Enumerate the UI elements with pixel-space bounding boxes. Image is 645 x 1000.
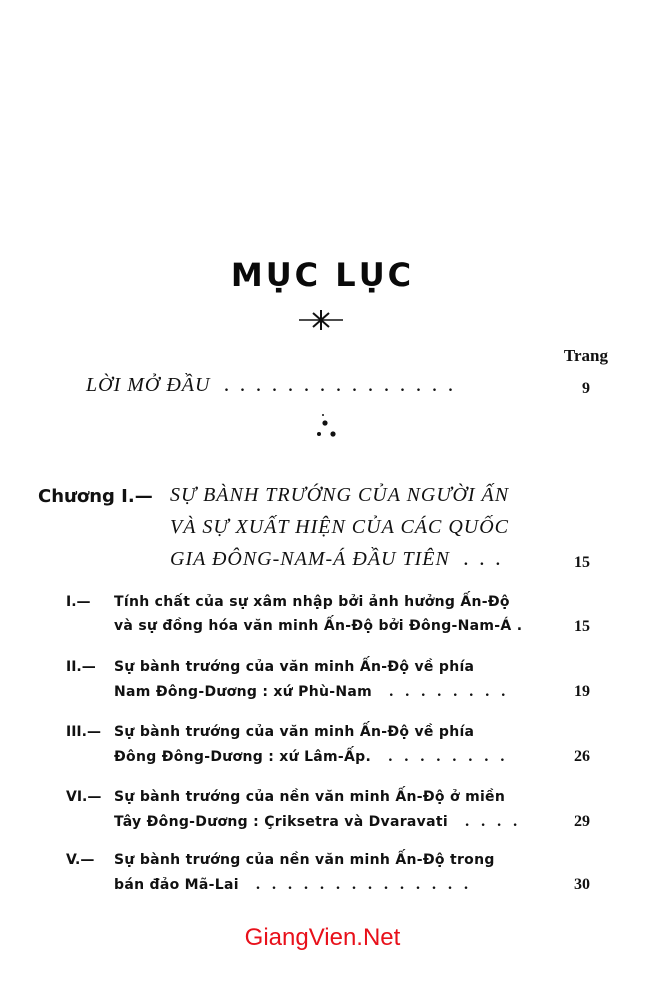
section-title-text: Đông Đông-Dương : xứ Lâm-Ấp.	[114, 749, 372, 765]
section-number: VI.—	[66, 789, 102, 805]
leader-dots: ........	[389, 683, 518, 700]
section-title-line-1[interactable]: Sự bành trướng của văn minh Ấn-Độ về phía	[114, 724, 475, 740]
three-dots-ornament-icon	[315, 413, 345, 443]
section-title-line-1[interactable]: Sự bành trướng của nền văn minh Ấn-Độ trong	[114, 852, 495, 868]
section-number: III.—	[66, 724, 101, 740]
chapter-title-line-3[interactable]	[170, 548, 512, 571]
section-title-line-1[interactable]: Sự bành trướng của nền văn minh Ấn-Độ ở miền	[114, 789, 506, 805]
intro-page-number: 9	[582, 380, 590, 397]
section-title-text: Nam Đông-Dương : xứ Phù-Nam	[114, 684, 373, 700]
chapter-title-line-1[interactable]: SỰ BÀNH TRƯỚNG CỦA NGƯỜI ẤN	[170, 484, 510, 506]
leader-dots: ....	[465, 813, 530, 830]
section-title-line-1[interactable]: Tính chất của sự xâm nhập bởi ảnh hưởng Ấn-Độ	[114, 594, 510, 610]
section-title-text: bán đảo Mã-Lai	[114, 877, 239, 893]
section-number: I.—	[66, 594, 91, 610]
section-title-line-1[interactable]: Sự bành trướng của văn minh Ấn-Độ về phía	[114, 659, 475, 675]
chapter-title-text: GIA ĐÔNG-NAM-Á ĐẦU TIÊN	[170, 548, 450, 570]
leader-dots: ..............	[256, 876, 481, 893]
chapter-title-line-2[interactable]: VÀ SỰ XUẤT HIỆN CỦA CÁC QUỐC	[170, 516, 510, 538]
leader-dots: ........	[388, 748, 517, 765]
intro-label: LỜI MỞ ĐẦU	[86, 374, 211, 396]
section-number: II.—	[66, 659, 96, 675]
section-title-line-2[interactable]	[114, 683, 517, 701]
section-page-number: 15	[574, 618, 590, 635]
toc-entry-intro[interactable]	[86, 374, 464, 397]
section-page-number: 19	[574, 683, 590, 700]
section-page-number: 29	[574, 813, 590, 830]
page-column-header: Trang	[563, 346, 608, 365]
section-title-line-2[interactable]	[114, 813, 529, 831]
page-title: MỤC LỤC	[230, 256, 415, 294]
asterisk-ornament-icon	[297, 309, 345, 331]
section-title-line-2[interactable]	[114, 876, 480, 894]
chapter-label: Chương I.—	[38, 486, 153, 507]
chapter-page-number: 15	[574, 554, 590, 571]
leader-dots: ...............	[224, 378, 465, 395]
leader-dots: ...	[463, 552, 512, 569]
section-title-line-2[interactable]: và sự đồng hóa văn minh Ấn-Độ bởi Đông-Nam-Á .	[114, 618, 523, 634]
section-number: V.—	[66, 852, 95, 868]
section-page-number: 30	[574, 876, 590, 893]
section-title-line-2[interactable]	[114, 748, 516, 766]
section-title-text: Tây Đông-Dương : Çriksetra và Dvaravati	[114, 814, 448, 830]
watermark: GiangVien.Net	[244, 924, 401, 951]
section-page-number: 26	[574, 748, 590, 765]
